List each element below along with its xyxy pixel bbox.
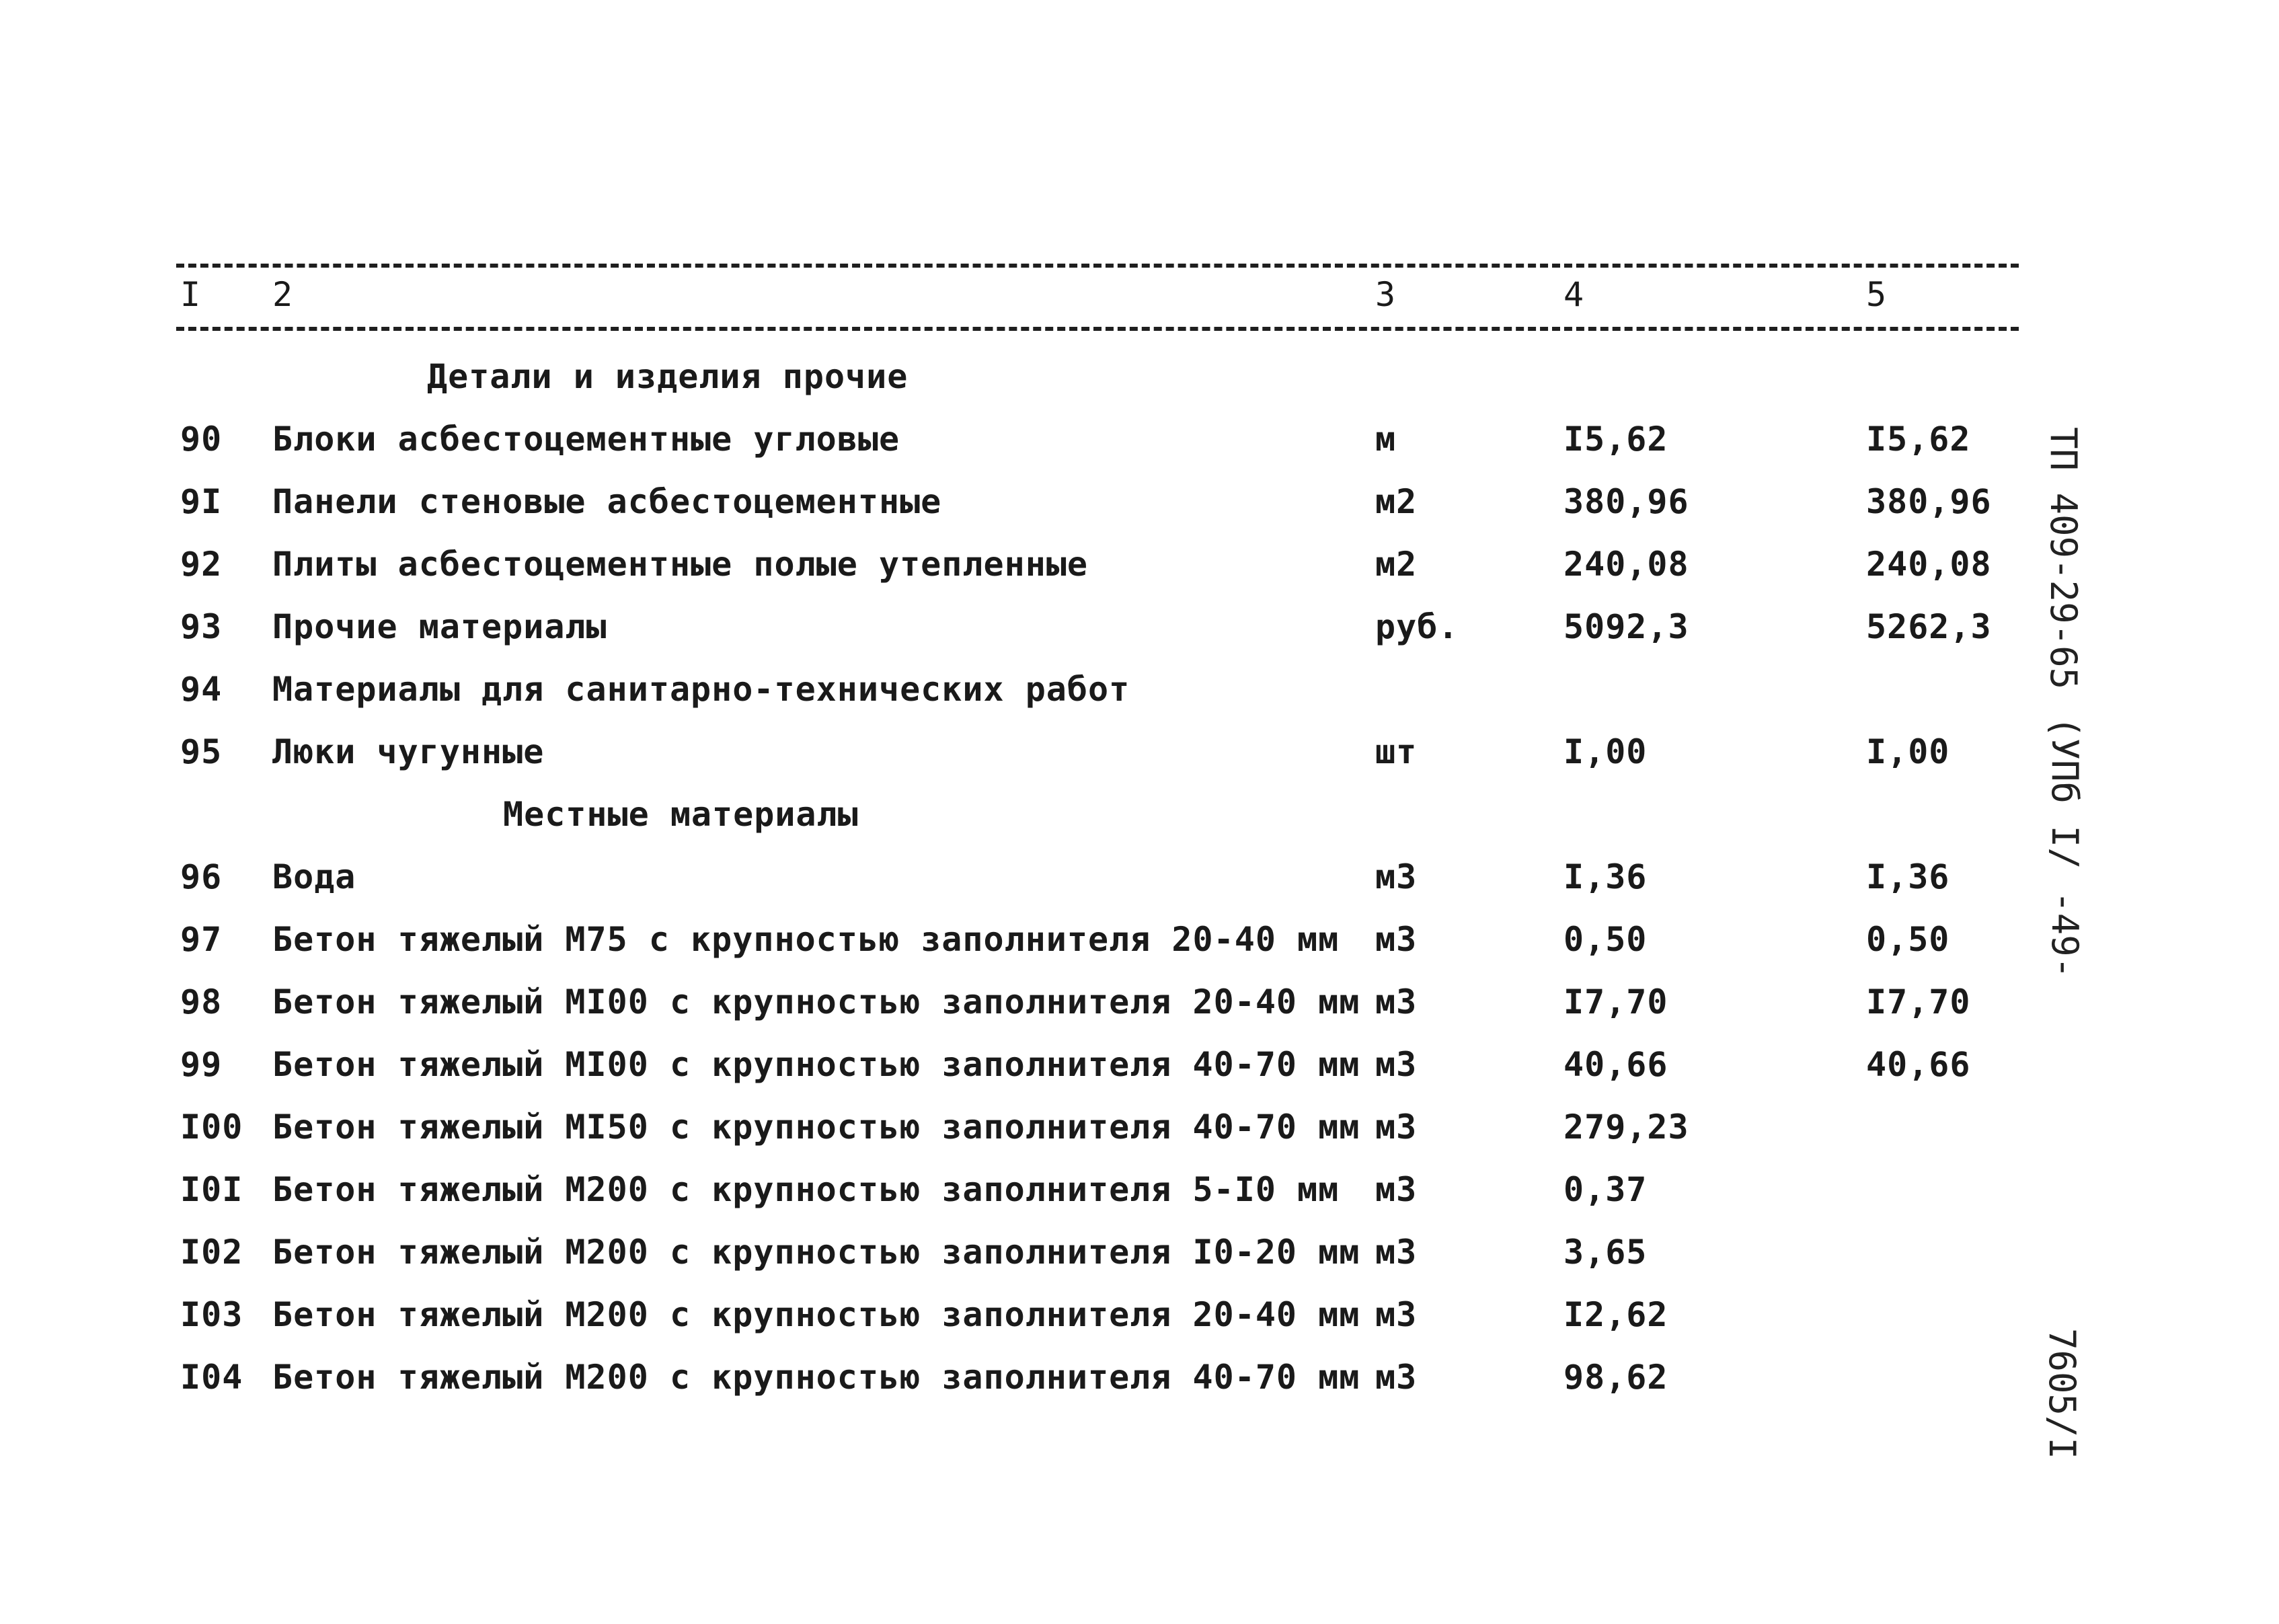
row-number: 95 — [180, 732, 223, 771]
row-quantity-5: 240,08 — [1866, 545, 1992, 584]
row-unit: руб. — [1375, 607, 1459, 646]
side-album-code: (УПб І/ -49- — [2044, 716, 2086, 979]
row-unit: м3 — [1375, 857, 1418, 896]
row-name: Бетон тяжелый МI50 с крупностью заполнителя 40-70 мм — [272, 1108, 1360, 1147]
row-name: Бетон тяжелый МI00 с крупностью заполнителя 20-40 мм — [272, 982, 1360, 1021]
row-quantity-5: 0,50 — [1866, 920, 1950, 959]
header-col-5: 5 — [1866, 275, 1887, 314]
row-name: Вода — [272, 857, 356, 896]
row-number: 9I — [180, 482, 223, 521]
row-number: 92 — [180, 545, 223, 584]
row-number: 99 — [180, 1045, 223, 1084]
row-unit: м3 — [1375, 1295, 1418, 1334]
row-name: Блоки асбестоцементные угловые — [272, 420, 900, 459]
row-quantity-4: 0,37 — [1563, 1170, 1648, 1209]
row-quantity-5: 40,66 — [1866, 1045, 1971, 1084]
row-number: 98 — [180, 982, 223, 1021]
side-ref-number: 7605/І — [2041, 1328, 2083, 1460]
row-unit: м3 — [1375, 1108, 1418, 1147]
row-name: Люки чугунные — [272, 732, 545, 771]
row-quantity-4: I2,62 — [1563, 1295, 1668, 1334]
section-heading: Детали и изделия прочие — [427, 357, 909, 396]
row-name: Бетон тяжелый М200 с крупностью заполнителя I0-20 мм — [272, 1233, 1360, 1272]
row-unit: м3 — [1375, 1233, 1418, 1272]
dashed-rule-bottom — [176, 327, 2019, 331]
row-quantity-4: 240,08 — [1563, 545, 1689, 584]
row-name: Бетон тяжелый М200 с крупностью заполнителя 20-40 мм — [272, 1295, 1360, 1334]
section-heading: Местные материалы — [503, 795, 859, 834]
row-unit: м3 — [1375, 1045, 1418, 1084]
row-unit: м3 — [1375, 982, 1418, 1021]
row-unit: шт — [1375, 732, 1418, 771]
row-quantity-4: I,00 — [1563, 732, 1648, 771]
header-col-2: 2 — [272, 275, 293, 314]
row-unit: м2 — [1375, 482, 1418, 521]
row-name: Плиты асбестоцементные полые утепленные — [272, 545, 1088, 584]
row-name: Материалы для санитарно-технических работ — [272, 670, 1130, 709]
row-number: I0I — [180, 1170, 243, 1209]
side-doc-code: ТП 409-29-65 — [2042, 427, 2085, 690]
row-unit: м3 — [1375, 1170, 1418, 1209]
header-col-3: 3 — [1375, 275, 1396, 314]
row-quantity-4: 40,66 — [1563, 1045, 1668, 1084]
header-col-1: I — [180, 275, 201, 314]
row-number: I03 — [180, 1295, 243, 1334]
row-unit: м2 — [1375, 545, 1418, 584]
row-number: 94 — [180, 670, 223, 709]
row-quantity-5: 5262,3 — [1866, 607, 1992, 646]
row-quantity-4: I,36 — [1563, 857, 1648, 896]
row-number: I02 — [180, 1233, 243, 1272]
row-name: Панели стеновые асбестоцементные — [272, 482, 942, 521]
row-quantity-5: I5,62 — [1866, 420, 1971, 459]
row-quantity-4: 279,23 — [1563, 1108, 1689, 1147]
row-quantity-4: 0,50 — [1563, 920, 1648, 959]
row-quantity-4: 3,65 — [1563, 1233, 1648, 1272]
row-quantity-4: 98,62 — [1563, 1358, 1668, 1397]
dashed-rule-top — [176, 264, 2019, 268]
row-quantity-4: I7,70 — [1563, 982, 1668, 1021]
row-number: 96 — [180, 857, 223, 896]
row-quantity-4: 5092,3 — [1563, 607, 1689, 646]
row-name: Бетон тяжелый МI00 с крупностью заполнителя 40-70 мм — [272, 1045, 1360, 1084]
row-quantity-5: I,00 — [1866, 732, 1950, 771]
row-unit: м — [1375, 420, 1397, 459]
row-unit: м3 — [1375, 920, 1418, 959]
row-number: 90 — [180, 420, 223, 459]
row-number: 97 — [180, 920, 223, 959]
row-quantity-5: I,36 — [1866, 857, 1950, 896]
row-number: I00 — [180, 1108, 243, 1147]
header-col-4: 4 — [1563, 275, 1584, 314]
row-number: I04 — [180, 1358, 243, 1397]
row-name: Бетон тяжелый М75 с крупностью заполнителя 20-40 мм — [272, 920, 1340, 959]
row-quantity-5: 380,96 — [1866, 482, 1992, 521]
row-unit: м3 — [1375, 1358, 1418, 1397]
row-name: Прочие материалы — [272, 607, 607, 646]
row-quantity-4: 380,96 — [1563, 482, 1689, 521]
row-quantity-5: I7,70 — [1866, 982, 1971, 1021]
row-quantity-4: I5,62 — [1563, 420, 1668, 459]
row-name: Бетон тяжелый М200 с крупностью заполнителя 5-I0 мм — [272, 1170, 1340, 1209]
row-name: Бетон тяжелый М200 с крупностью заполнителя 40-70 мм — [272, 1358, 1360, 1397]
row-number: 93 — [180, 607, 223, 646]
